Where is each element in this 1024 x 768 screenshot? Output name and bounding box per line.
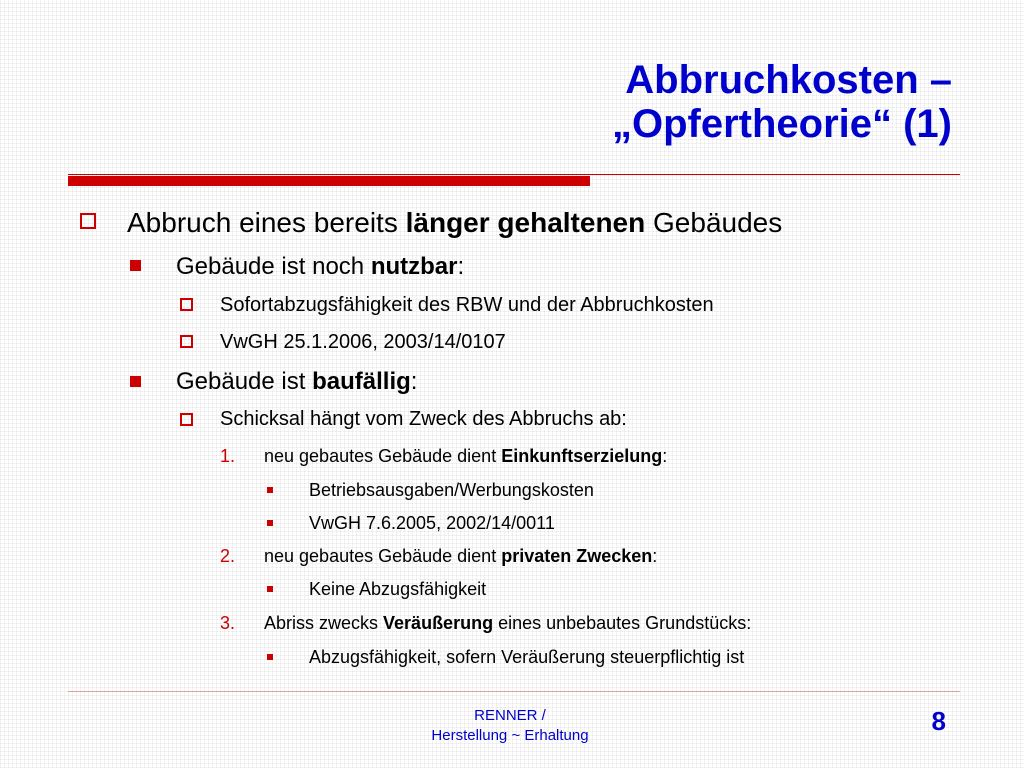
numbered-item <box>264 446 667 467</box>
footer-topic: Herstellung ~ Erhaltung <box>431 727 589 744</box>
list-number: 2. <box>220 546 236 566</box>
item-text: eines unbebautes Grundstücks: <box>493 613 752 633</box>
sub-item: VwGH 7.6.2005, 2002/14/0011 <box>309 513 555 533</box>
numbered-item <box>264 613 751 634</box>
hollow-square-bullet-icon <box>80 213 96 229</box>
bullet-level2 <box>176 368 417 396</box>
slide-title-line2: „Opfertheorie“ (1) <box>611 102 952 146</box>
small-square-bullet-icon <box>267 654 273 660</box>
item-text: : <box>662 446 668 466</box>
hollow-square-bullet-icon <box>180 335 193 348</box>
small-square-bullet-icon <box>267 586 273 592</box>
item-bold-text: privaten Zwecken <box>501 546 653 566</box>
hollow-square-bullet-icon <box>180 413 193 426</box>
bullet-level3: Sofortabzugsfähigkeit des RBW und der Abbruchkosten <box>220 294 714 316</box>
slide-footer <box>360 706 660 746</box>
bullet-text: : <box>410 368 418 395</box>
bullet-text: Gebäude ist noch <box>176 253 371 280</box>
item-text: : <box>652 546 658 566</box>
bullet-bold-text: länger gehaltenen <box>405 207 646 238</box>
bullet-text: Gebäudes <box>645 207 783 238</box>
bullet-bold-text: nutzbar <box>370 253 458 280</box>
bullet-level2 <box>176 253 464 281</box>
slide-title-line1: Abbruchkosten – <box>625 58 952 102</box>
bullet-text: : <box>457 253 465 280</box>
page-number: 8 <box>931 706 946 736</box>
sub-item: Betriebsausgaben/Werbungskosten <box>309 480 594 500</box>
filled-square-bullet-icon <box>130 260 141 271</box>
hollow-square-bullet-icon <box>180 298 193 311</box>
bullet-bold-text: baufällig <box>312 368 411 395</box>
bullet-text: Gebäude ist <box>176 368 313 395</box>
footer-divider-line <box>68 691 960 692</box>
filled-square-bullet-icon <box>130 376 141 387</box>
bullet-text: Abbruch eines bereits <box>127 207 406 238</box>
sub-item: Abzugsfähigkeit, sofern Veräußerung steuerpflichtig ist <box>309 647 745 667</box>
small-square-bullet-icon <box>267 520 273 526</box>
footer-author: RENNER / <box>474 707 546 724</box>
list-number: 1. <box>220 446 236 466</box>
item-text: neu gebautes Gebäude dient <box>264 446 502 466</box>
bullet-level3: Schicksal hängt vom Zweck des Abbruchs ab: <box>220 408 627 430</box>
numbered-item <box>264 546 657 567</box>
item-text: Abriss zwecks <box>264 613 384 633</box>
list-number: 3. <box>220 613 236 633</box>
item-bold-text: Einkunftserzielung <box>501 446 663 466</box>
small-square-bullet-icon <box>267 487 273 493</box>
bullet-level3: VwGH 25.1.2006, 2003/14/0107 <box>220 331 506 353</box>
item-bold-text: Veräußerung <box>383 613 494 633</box>
item-text: neu gebautes Gebäude dient <box>264 546 502 566</box>
bullet-level1 <box>127 207 782 239</box>
sub-item: Keine Abzugsfähigkeit <box>309 579 487 599</box>
